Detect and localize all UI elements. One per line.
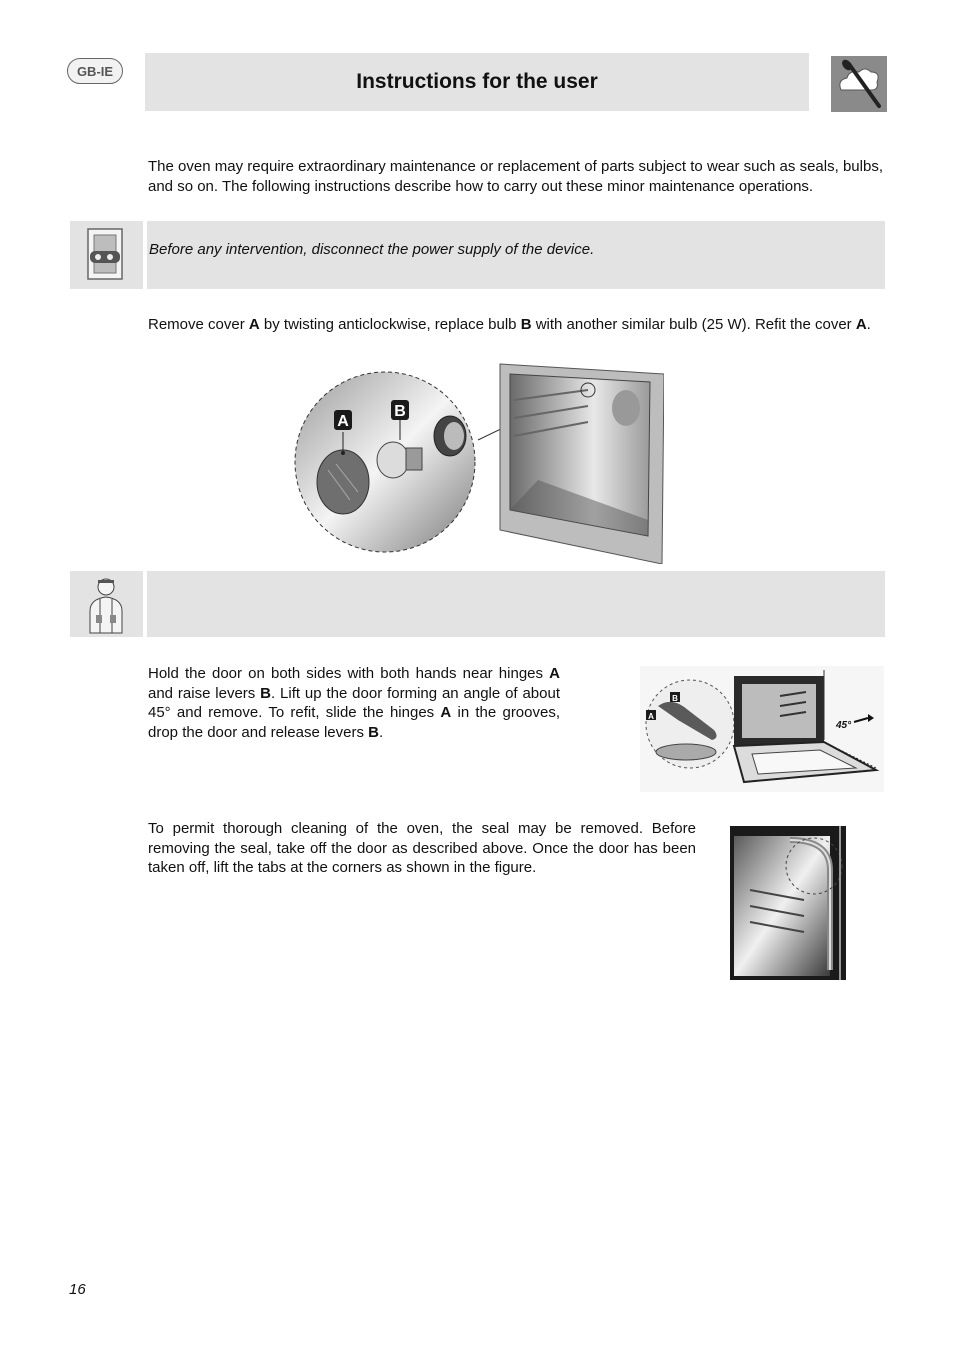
label-a: A: [337, 413, 349, 430]
label-a: A: [248, 316, 260, 333]
door-removal-instructions: [148, 664, 560, 742]
angle-label: 45°: [836, 720, 852, 731]
bulb-instructions: [148, 315, 883, 335]
label-b: B: [520, 316, 532, 333]
text-run: . Lift up the door forming an angle of about 45° and remove. To refit, slide the hinges: [148, 684, 560, 721]
label-b: B: [672, 694, 678, 703]
label-a: A: [549, 665, 560, 682]
chef-hat-spoon-icon: [831, 56, 887, 112]
text-run: .: [866, 316, 871, 333]
warning-note-text: Before any intervention, disconnect the power supply of the device.: [149, 241, 595, 258]
technician-note-bar: [147, 571, 885, 637]
label-b: B: [260, 684, 271, 702]
power-socket-icon: [70, 221, 143, 289]
region-badge: GB-IE: [67, 58, 123, 84]
door-removal-figure: [640, 666, 884, 792]
label-a: A: [648, 712, 654, 721]
technician-icon-box: [70, 571, 143, 637]
bulb-replacement-figure: [288, 360, 664, 564]
label-a: A: [440, 704, 452, 721]
page-title: Instructions for the user: [356, 70, 598, 93]
intro-paragraph: The oven may require extraordinary maintenance or replacement of parts subject to wear such as seals, bulbs, and so on. The following instructions describe how to carry out these minor maintenance operations.: [148, 158, 883, 195]
seal-removal-figure: [730, 826, 852, 982]
text-run: .: [378, 723, 384, 741]
title-bar: [145, 53, 809, 111]
text-run: and raise levers: [148, 684, 261, 702]
text-run: in the grooves, drop the door and release levers: [148, 704, 561, 741]
seal-removal-instructions: To permit thorough cleaning of the oven, the seal may be removed. Before removing the seal, take off the door as described above. Once the door has been taken off, lift the tabs at the corners as shown in the figure.: [148, 820, 696, 876]
label-b: B: [394, 403, 406, 420]
page-number: 16: [69, 1281, 86, 1298]
text-run: with another similar bulb (25 W). Refit the cover: [531, 316, 856, 333]
label-b: B: [368, 723, 379, 741]
text-run: Hold the door on both sides with both hands near hinges: [148, 665, 550, 682]
text-run: by twisting anticlockwise, replace bulb: [259, 316, 521, 333]
text-run: Remove cover: [148, 316, 249, 333]
technician-icon: [70, 571, 143, 637]
note-icon-box: [70, 221, 143, 289]
label-a: A: [855, 316, 867, 333]
